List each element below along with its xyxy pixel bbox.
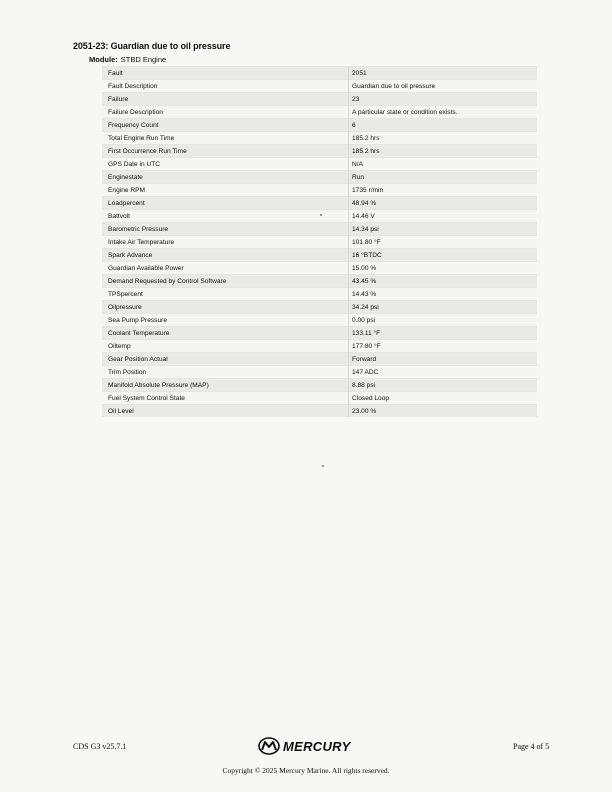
table-row (102, 197, 537, 210)
parameter-value: Closed Loop (349, 392, 538, 405)
table-row (102, 210, 537, 223)
table-row (102, 80, 537, 93)
parameter-table (102, 66, 537, 417)
parameter-value: 0.00 psi (349, 314, 538, 327)
footer-page-number: Page 4 of 5 (513, 742, 550, 751)
parameter-table-body (102, 67, 537, 418)
table-row (102, 379, 537, 392)
parameter-value: 177.80 °F (349, 340, 538, 353)
parameter-name: Intake Air Temperature (102, 236, 349, 249)
parameter-name: Fault Description (102, 80, 349, 93)
footer-version: CDS G3 v25.7.1 (73, 742, 127, 751)
parameter-name: Gear Position Actual (102, 353, 349, 366)
parameter-name: GPS Date in UTC (102, 158, 349, 171)
parameter-value: 15.00 % (349, 262, 538, 275)
parameter-name: Oil Level (102, 405, 349, 418)
table-row (102, 119, 537, 132)
table-row (102, 171, 537, 184)
parameter-value: Run (349, 171, 538, 184)
table-row (102, 275, 537, 288)
parameter-name: Engine RPM (102, 184, 349, 197)
parameter-name: TPSpercent (102, 288, 349, 301)
parameter-name: Failure (102, 93, 349, 106)
table-row (102, 366, 537, 379)
table-row (102, 223, 537, 236)
parameter-value: Guardian due to oil pressure (349, 80, 538, 93)
parameter-name: Sea Pump Pressure (102, 314, 349, 327)
parameter-value: 133.11 °F (349, 327, 538, 340)
table-row (102, 249, 537, 262)
parameter-name: Loadpercent (102, 197, 349, 210)
table-row (102, 392, 537, 405)
parameter-value: N/A (349, 158, 538, 171)
parameter-name: Battvolt (102, 210, 349, 223)
parameter-value: 185.2 hrs (349, 145, 538, 158)
parameter-name: Oilpressure (102, 301, 349, 314)
table-row (102, 132, 537, 145)
table-row (102, 67, 537, 80)
parameter-value: 6 (349, 119, 538, 132)
parameter-name: Oiltemp (102, 340, 349, 353)
parameter-value: 16 °BTDC (349, 249, 538, 262)
parameter-name: Coolant Temperature (102, 327, 349, 340)
parameter-value: 34.24 psi (349, 301, 538, 314)
parameter-value: 14.34 psi (349, 223, 538, 236)
table-row (102, 314, 537, 327)
parameter-name: Failure Description (102, 106, 349, 119)
table-row (102, 405, 537, 418)
parameter-value: 48.94 % (349, 197, 538, 210)
parameter-name: Manifold Absolute Pressure (MAP) (102, 379, 349, 392)
parameter-value: 147 ADC (349, 366, 538, 379)
parameter-value: 8.88 psi (349, 379, 538, 392)
scan-speck (320, 214, 322, 216)
table-row (102, 327, 537, 340)
fault-title: 2051-23: Guardian due to oil pressure (73, 41, 231, 51)
parameter-value: 185.2 hrs (349, 132, 538, 145)
table-row (102, 236, 537, 249)
parameter-name: Total Engine Run Time (102, 132, 349, 145)
parameter-value: 23.00 % (349, 405, 538, 418)
table-row (102, 145, 537, 158)
parameter-value: 1735 r/min (349, 184, 538, 197)
parameter-name: Guardian Available Power (102, 262, 349, 275)
parameter-name: Enginestate (102, 171, 349, 184)
parameter-value: Forward (349, 353, 538, 366)
parameter-value: 43.45 % (349, 275, 538, 288)
footer-copyright: Copyright © 2025 Mercury Marine. All rights reserved. (222, 766, 390, 775)
parameter-name: Frequency Count (102, 119, 349, 132)
mercury-logo (258, 735, 351, 757)
table-row (102, 340, 537, 353)
parameter-value: 2051 (349, 67, 538, 80)
table-row (102, 93, 537, 106)
parameter-name: Trim Position (102, 366, 349, 379)
parameter-value: 23 (349, 93, 538, 106)
parameter-name: Fault (102, 67, 349, 80)
module-line (89, 55, 166, 64)
logo-wordmark: MERCURY (283, 738, 351, 754)
table-row (102, 158, 537, 171)
parameter-name: First Occurrence Run Time (102, 145, 349, 158)
parameter-value: 101.80 °F (349, 236, 538, 249)
table-row (102, 106, 537, 119)
table-row (102, 262, 537, 275)
table-row (102, 288, 537, 301)
mercury-emblem-icon (258, 737, 280, 755)
parameter-name: Fuel System Control State (102, 392, 349, 405)
module-value: STBD Engine (120, 55, 167, 64)
parameter-value: A particular state or condition exists. (349, 106, 538, 119)
parameter-name: Demand Requested by Control Software (102, 275, 349, 288)
parameter-value: 14.46 V (349, 210, 538, 223)
table-row (102, 353, 537, 366)
parameter-value: 14.43 % (349, 288, 538, 301)
table-row (102, 184, 537, 197)
parameter-name: Barometric Pressure (102, 223, 349, 236)
table-row (102, 301, 537, 314)
parameter-name: Spark Advance (102, 249, 349, 262)
module-label: Module: (89, 55, 118, 64)
scan-speck (322, 465, 324, 467)
